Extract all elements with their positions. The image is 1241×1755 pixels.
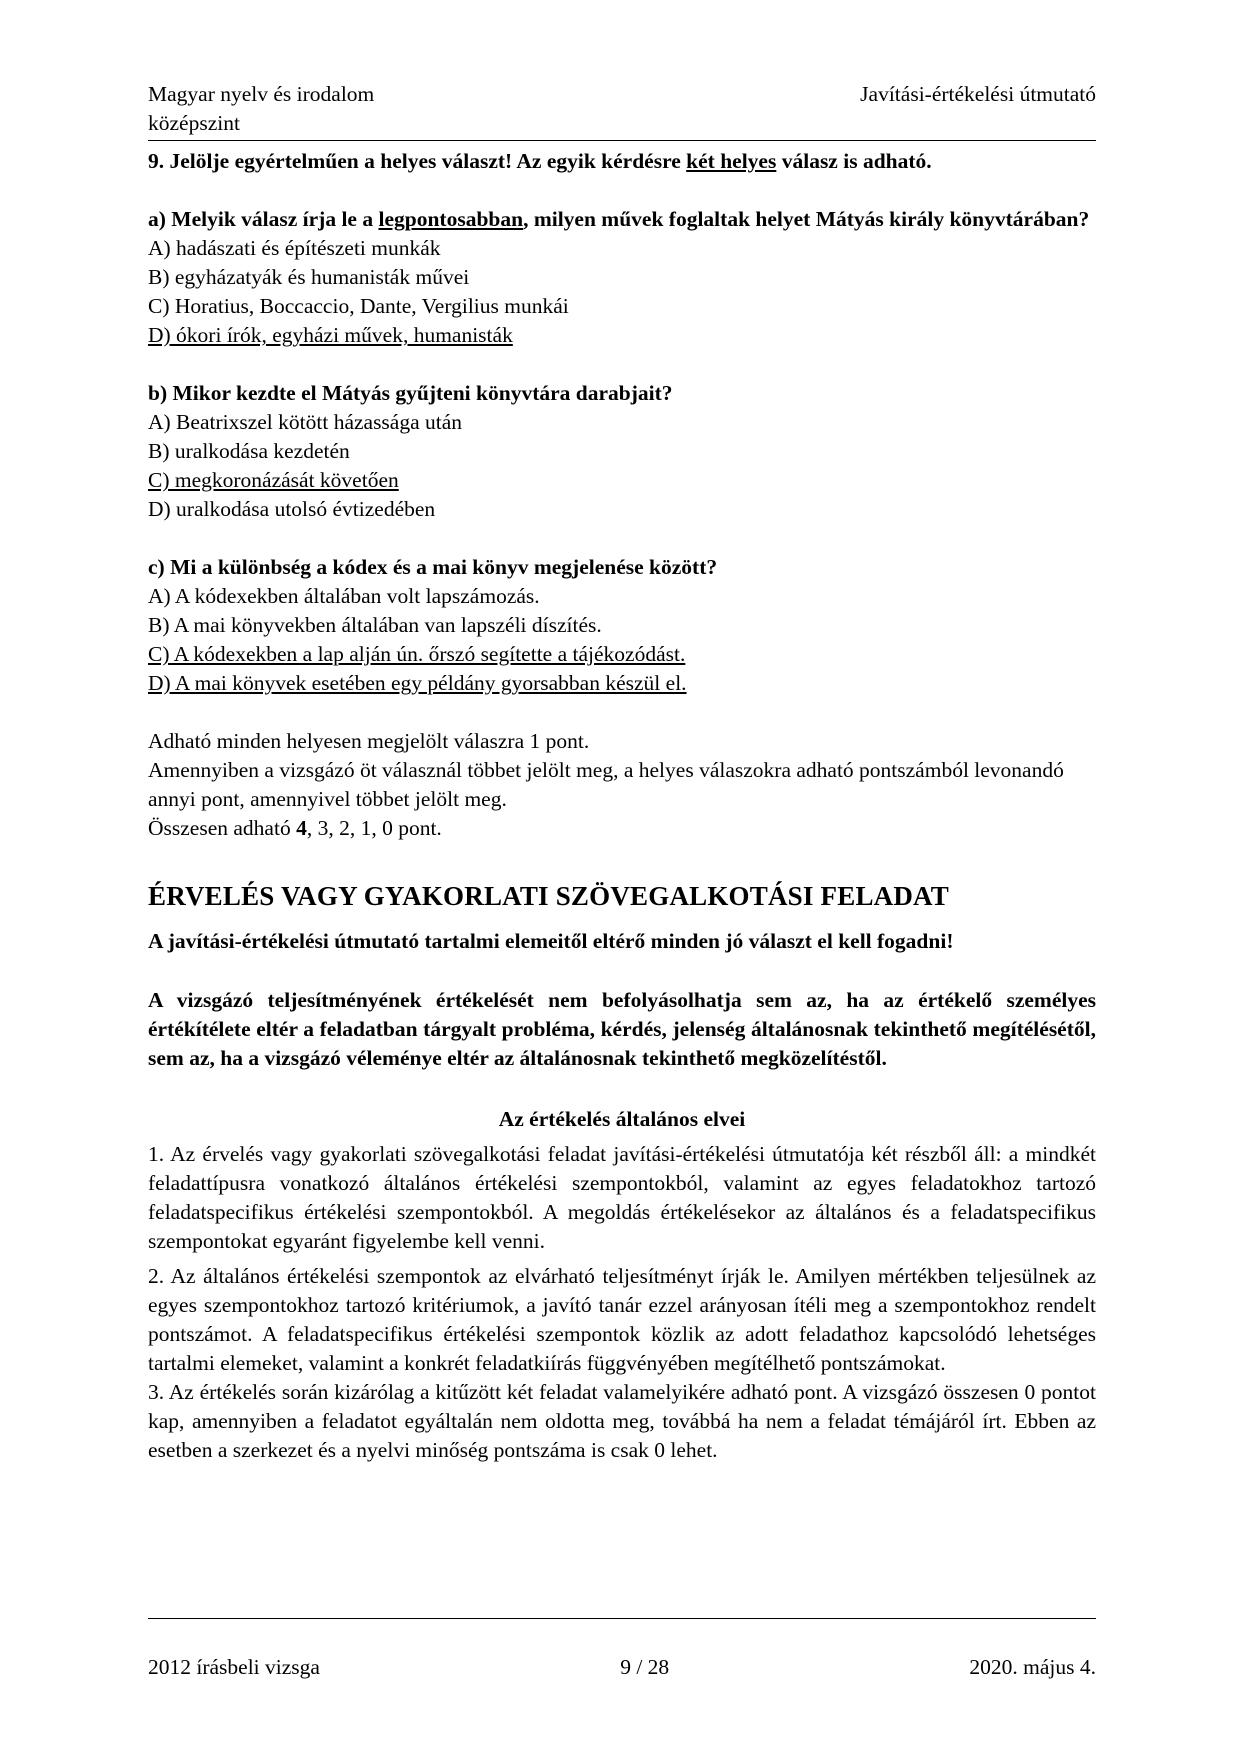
question-9-title-underlined: két helyes — [686, 149, 777, 173]
footer-exam-code: 2012 írásbeli vizsga — [148, 1655, 320, 1679]
option-a-D: D) ókori írók, egyházi művek, humanisták — [148, 323, 513, 347]
scoring-line-3 — [148, 814, 1096, 843]
evaluation-principles-heading: Az értékelés általános elvei — [498, 1107, 746, 1131]
option-b-D: D) uralkodása utolsó évtizedében — [148, 497, 436, 521]
question-9-title-pre: 9. Jelölje egyértelműen a helyes választ! Az egyik kérdésre — [148, 149, 687, 173]
scoring-line-3-pre: Összesen adható — [148, 816, 297, 840]
page-content — [148, 80, 1096, 1465]
principle-paragraph-3: 3. Az értékelés során kizárólag a kitűzött két feladat valamelyikére adható pont. A vizsgázó összesen 0 pontot kap, amennyiben a feladatot egyáltalán nem oldotta meg, továbbá ha nem a feladat témájáról írt. Ebben az esetben a szerkezet és a nyelvi minőség pontszáma is csak 0 lehet. — [148, 1380, 1096, 1462]
subquestion-a-underlined: legpontosabban — [378, 207, 524, 231]
scoring-line-3-post: , 3, 2, 1, 0 pont. — [306, 816, 442, 840]
scoring-rules — [148, 727, 1096, 843]
header-level: középszint — [148, 111, 240, 135]
scoring-line-2: Amennyiben a vizsgázó öt válasznál többet jelölt meg, a helyes válaszokra adható pontszámból levonandó annyi pont, amennyivel többet jelölt meg. — [148, 758, 1064, 811]
principle-paragraph-2: 2. Az általános értékelési szempontok az elvárható teljesítményt írják le. Amilyen mértékben teljesülnek az egyes szempontokhoz tartozó kritériumok, a javító tanár ezzel arányosan ítéli meg a szempontokhoz rendelt pontszámot. A feladatspecifikus értékelési szempontok közlik az adott feladathoz kapcsolódó lehetséges tartalmi elemeket, valamint a konkrét feladatkiírás függvényében megítélhető pontszámokat. — [148, 1264, 1096, 1375]
subquestion-c: c) Mi a különbség a kódex és a mai könyv megjelenése között? — [148, 555, 718, 579]
header-doc-type: Javítási-értékelési útmutató — [860, 82, 1096, 106]
footer-date: 2020. május 4. — [969, 1655, 1096, 1679]
subquestion-a — [148, 205, 1096, 234]
option-b-C: C) megkoronázását követően — [148, 468, 399, 492]
header-subject: Magyar nyelv és irodalom — [148, 82, 375, 106]
footer-page-number: 9 / 28 — [620, 1655, 670, 1679]
option-a-A: A) hadászati és építészeti munkák — [148, 236, 441, 260]
subquestion-a-pre: a) Melyik válasz írja le a — [148, 207, 379, 231]
question-9-title — [148, 147, 1096, 176]
option-b-B: B) uralkodása kezdetén — [148, 439, 350, 463]
subquestion-a-post: , milyen művek foglaltak helyet Mátyás király könyvtárában? — [523, 207, 1090, 231]
option-c-D: D) A mai könyvek esetében egy példány gyorsabban készül el. — [148, 671, 687, 695]
subquestion-c-options — [148, 582, 1096, 698]
page-footer — [148, 1618, 1096, 1680]
page-header — [148, 80, 1096, 141]
option-c-C: C) A kódexekben a lap alján ún. őrszó segítette a tájékozódást. — [148, 642, 686, 666]
option-c-B: B) A mai könyvekben általában van lapszéli díszítés. — [148, 613, 602, 637]
principle-paragraph-1: 1. Az érvelés vagy gyakorlati szövegalkotási feladat javítási-értékelési útmutatója két részből áll: a mindkét feladattípusra vonatkozó általános értékelési szempontokból, valamint az egyes feladatokhoz tartozó feladatspecifikus értékelési szempontokból. A megoldás értékelésekor az általános és a feladatspecifikus szempontokat egyaránt figyelembe kell venni. — [148, 1142, 1096, 1253]
essay-note-1: A javítási-értékelési útmutató tartalmi elemeitől eltérő minden jó választ el kell fogadni! — [148, 929, 954, 953]
scoring-line-3-bold: 4 — [296, 816, 307, 840]
subquestion-b: b) Mikor kezdte el Mátyás gyűjteni könyvtára darabjait? — [148, 381, 673, 405]
question-9-title-post: válasz is adható. — [776, 149, 932, 173]
scoring-line-1: Adható minden helyesen megjelölt válaszra 1 pont. — [148, 729, 590, 753]
header-left — [148, 80, 374, 138]
essay-note-2: A vizsgázó teljesítményének értékelését nem befolyásolhatja sem az, ha az értékelő személyes értékítélete eltér a feladatban tárgyalt probléma, kérdés, jelenség általánosnak tekinthető megítélésétől, sem az, ha a vizsgázó véleménye eltér az általánosnak tekinthető megközelítéstől. — [148, 988, 1096, 1070]
option-b-A: A) Beatrixszel kötött házassága után — [148, 410, 463, 434]
option-a-B: B) egyházatyák és humanisták művei — [148, 265, 470, 289]
footer-row — [148, 1655, 1096, 1680]
subquestion-b-options — [148, 408, 1096, 524]
subquestion-a-options — [148, 234, 1096, 350]
essay-section-title: ÉRVELÉS VAGY GYAKORLATI SZÖVEGALKOTÁSI FELADAT — [148, 881, 949, 911]
option-a-C: C) Horatius, Boccaccio, Dante, Vergilius munkái — [148, 294, 569, 318]
option-c-A: A) A kódexekben általában volt lapszámozás. — [148, 584, 540, 608]
